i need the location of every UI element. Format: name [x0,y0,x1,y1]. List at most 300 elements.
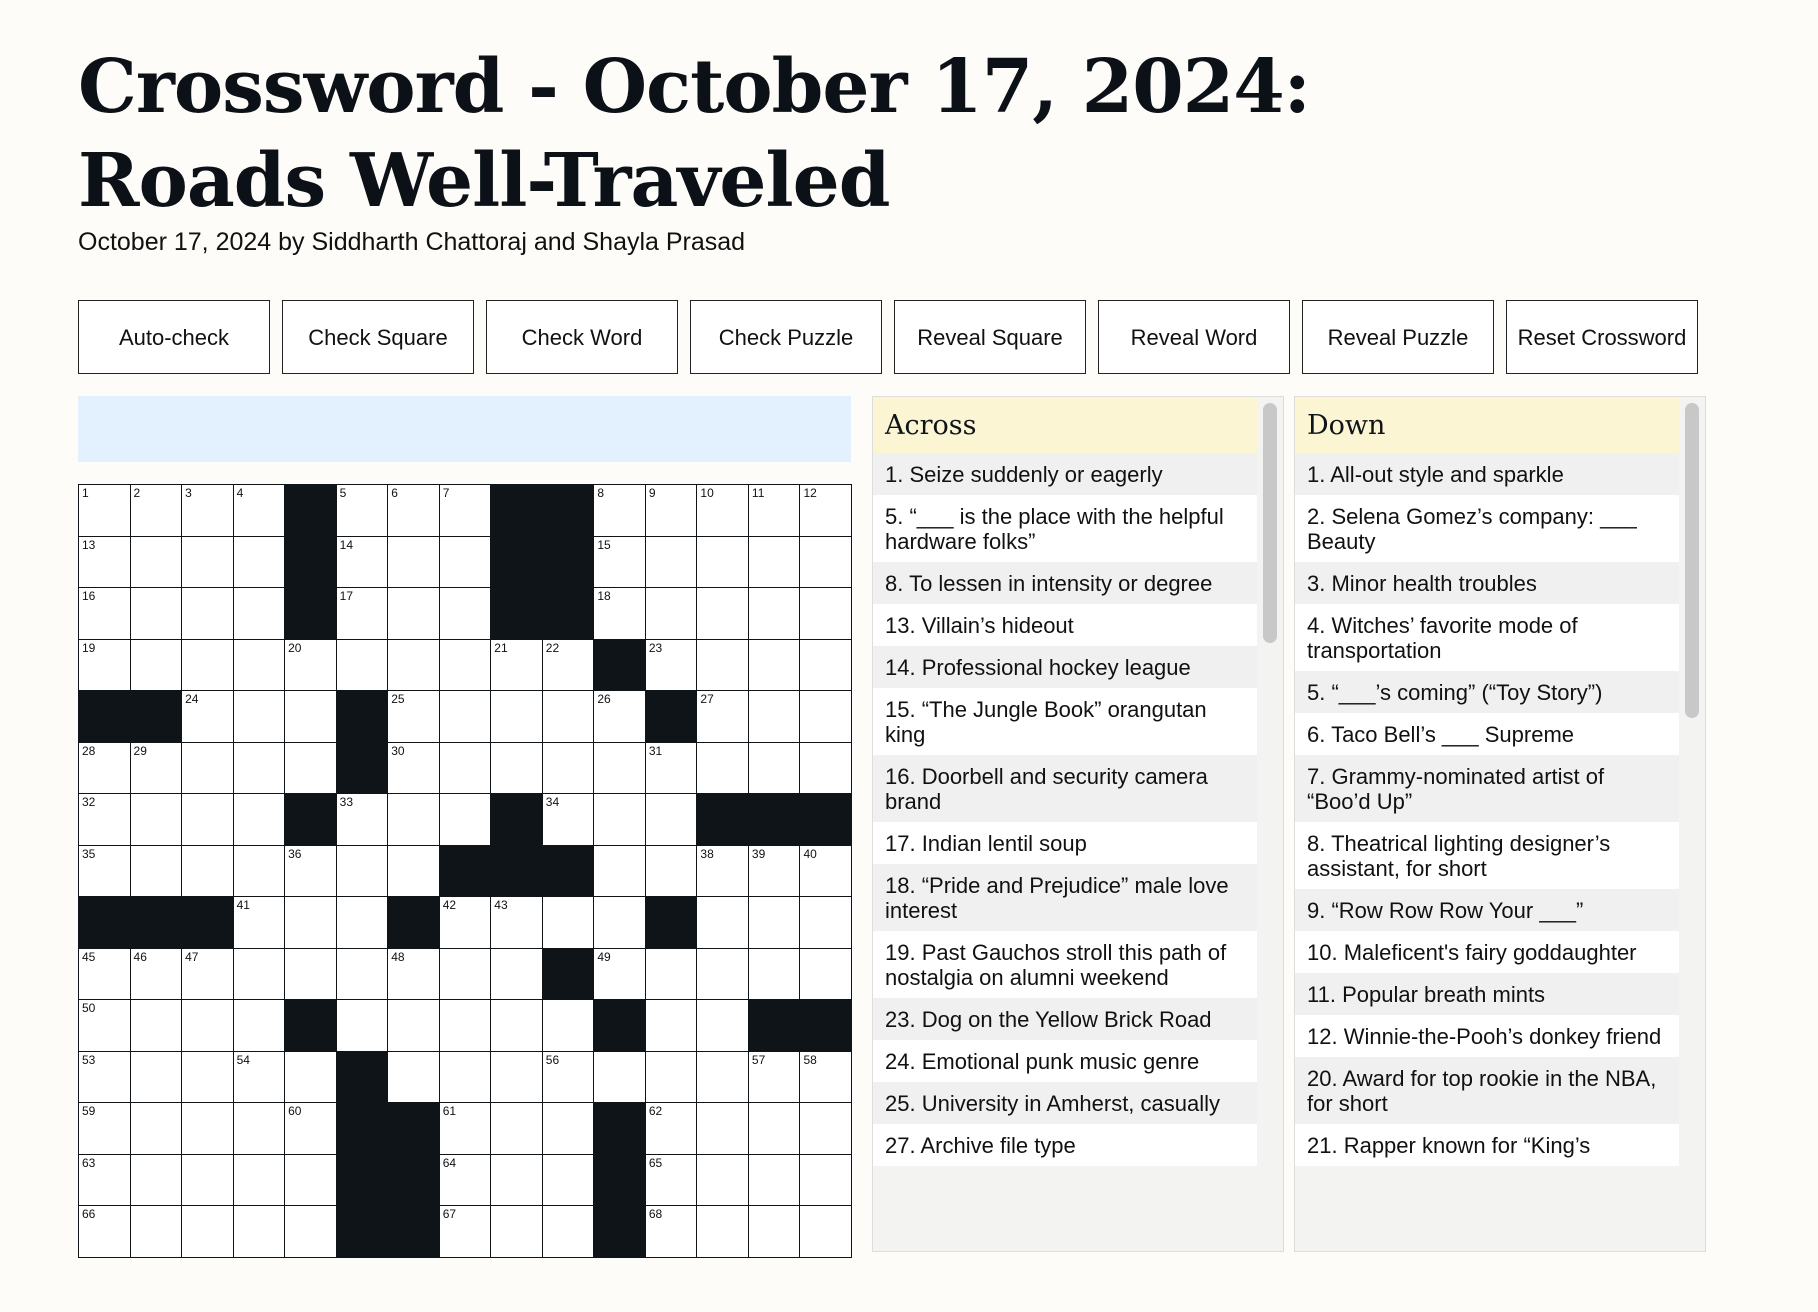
grid-cell[interactable] [79,1206,130,1257]
grid-cell[interactable] [440,743,491,794]
grid-cell[interactable] [234,1103,285,1154]
clue-number: 59 [82,1104,96,1119]
grid-cell[interactable] [234,588,285,639]
grid-cell[interactable] [646,1000,697,1051]
grid-cell[interactable] [440,691,491,742]
grid-cell[interactable] [440,949,491,1000]
grid-cell[interactable] [646,485,697,536]
grid-cell[interactable] [491,1103,542,1154]
across-clue[interactable]: 17. Indian lentil soup [873,822,1257,864]
grid-cell[interactable] [182,537,233,588]
grid-cell[interactable] [234,1206,285,1257]
clue-number: 64 [442,1155,457,1170]
grid-cell[interactable] [79,640,130,691]
grid-cell[interactable] [697,846,748,897]
grid-cell[interactable] [285,691,336,742]
grid-cell[interactable] [543,1000,594,1051]
grid-cell[interactable] [131,1155,182,1206]
grid-cell[interactable] [697,485,748,536]
grid-cell[interactable] [749,1052,800,1103]
auto-check-button[interactable]: Auto-check [78,300,270,374]
grid-cell[interactable] [285,1155,336,1206]
across-clue[interactable]: 13. Villain’s hideout [873,604,1257,646]
down-clue[interactable]: 12. Winnie-the-Pooh’s donkey friend [1295,1015,1679,1057]
grid-cell[interactable] [285,897,336,948]
clue-number: 14 [339,537,354,552]
grid-cell[interactable] [337,1000,388,1051]
across-clue[interactable]: 5. “___ is the place with the helpful hardware folks” [873,495,1257,562]
across-clue[interactable]: 8. To lessen in intensity or degree [873,562,1257,604]
grid-cell[interactable] [234,949,285,1000]
grid-cell[interactable] [749,1155,800,1206]
grid-block [388,1103,439,1154]
grid-cell[interactable] [234,537,285,588]
grid-cell[interactable] [234,1052,285,1103]
grid-cell[interactable] [79,846,130,897]
grid-cell[interactable] [234,640,285,691]
grid-cell[interactable] [800,691,851,742]
grid-cell[interactable] [440,794,491,845]
grid-cell[interactable] [440,640,491,691]
grid-cell[interactable] [182,949,233,1000]
grid-cell[interactable] [491,897,542,948]
grid-cell[interactable] [697,897,748,948]
grid-cell[interactable] [646,1052,697,1103]
grid-cell[interactable] [182,1155,233,1206]
grid-cell[interactable] [182,743,233,794]
clue-number: 28 [82,743,96,758]
down-clue[interactable]: 11. Popular breath mints [1295,973,1679,1015]
grid-cell[interactable] [234,897,285,948]
across-clue[interactable]: 16. Doorbell and security camera brand [873,755,1257,822]
grid-cell[interactable] [697,1052,748,1103]
grid-cell[interactable] [79,485,130,536]
grid-cell[interactable] [594,949,645,1000]
clue-number: 18 [597,589,611,604]
clue-number: 20 [288,640,302,655]
grid-cell[interactable] [646,949,697,1000]
grid-cell[interactable] [440,1206,491,1257]
grid-cell[interactable] [440,1000,491,1051]
grid-block [440,846,491,897]
clue-number: 6 [391,486,398,500]
clue-number: 7 [442,486,450,500]
down-clue[interactable]: 1. All-out style and sparkle [1295,453,1679,495]
reveal-square-button[interactable]: Reveal Square [894,300,1086,374]
grid-cell[interactable] [131,743,182,794]
grid-cell[interactable] [440,537,491,588]
grid-cell[interactable] [697,1103,748,1154]
grid-cell[interactable] [646,537,697,588]
grid-cell[interactable] [749,1206,800,1257]
grid-cell[interactable] [234,794,285,845]
grid-block [131,897,182,948]
grid-cell[interactable] [388,588,439,639]
clue-number: 12 [803,486,817,500]
clue-number: 1 [82,486,89,500]
grid-cell[interactable] [543,1155,594,1206]
current-clue-bar [78,396,851,462]
clue-number: 46 [133,949,147,964]
grid-cell[interactable] [697,691,748,742]
grid-cell[interactable] [749,588,800,639]
down-clue[interactable]: 21. Rapper known for “King’s [1295,1124,1679,1166]
grid-cell[interactable] [337,537,388,588]
across-clue[interactable]: 1. Seize suddenly or eagerly [873,453,1257,495]
grid-cell[interactable] [79,1000,130,1051]
grid-cell[interactable] [131,640,182,691]
grid-cell[interactable] [285,846,336,897]
clue-number: 23 [648,640,663,655]
grid-block [491,794,542,845]
grid-cell[interactable] [543,640,594,691]
reset-crossword-button[interactable]: Reset Crossword [1506,300,1698,374]
grid-cell[interactable] [800,846,851,897]
grid-cell[interactable] [491,1052,542,1103]
grid-cell[interactable] [131,537,182,588]
across-clue[interactable]: 23. Dog on the Yellow Brick Road [873,998,1257,1040]
check-puzzle-button[interactable]: Check Puzzle [690,300,882,374]
grid-cell[interactable] [79,794,130,845]
grid-cell[interactable] [491,743,542,794]
grid-cell[interactable] [337,949,388,1000]
grid-cell[interactable] [749,897,800,948]
grid-cell[interactable] [79,1052,130,1103]
grid-block [543,588,594,639]
grid-block [800,794,851,845]
grid-block [594,1155,645,1206]
clue-number: 4 [236,486,244,500]
grid-cell[interactable] [388,485,439,536]
grid-cell[interactable] [182,846,233,897]
grid-cell[interactable] [800,537,851,588]
grid-block [491,846,542,897]
clue-number: 16 [82,589,96,604]
grid-cell[interactable] [594,794,645,845]
grid-cell[interactable] [491,1155,542,1206]
grid-cell[interactable] [800,640,851,691]
grid-cell[interactable] [594,846,645,897]
grid-cell[interactable] [388,640,439,691]
across-scrollbar[interactable] [1263,403,1277,643]
grid-cell[interactable] [234,691,285,742]
grid-block [182,897,233,948]
grid-cell[interactable] [337,485,388,536]
grid-block [131,691,182,742]
grid-cell[interactable] [543,1103,594,1154]
down-clue[interactable]: 8. Theatrical lighting designer’s assistant, for short [1295,822,1679,889]
across-clue[interactable]: 25. University in Amherst, casually [873,1082,1257,1124]
grid-cell[interactable] [79,949,130,1000]
grid-cell[interactable] [131,1206,182,1257]
grid-cell[interactable] [440,1052,491,1103]
grid-cell[interactable] [800,743,851,794]
grid-cell[interactable] [491,640,542,691]
grid-cell[interactable] [749,1103,800,1154]
grid-cell[interactable] [285,743,336,794]
grid-cell[interactable] [182,794,233,845]
grid-cell[interactable] [594,691,645,742]
grid-block [543,485,594,536]
grid-cell[interactable] [800,1206,851,1257]
clue-number: 11 [751,486,765,500]
down-clue[interactable]: 9. “Row Row Row Your ___” [1295,889,1679,931]
grid-cell[interactable] [749,537,800,588]
clue-number: 60 [288,1104,302,1119]
grid-cell[interactable] [79,537,130,588]
grid-cell[interactable] [491,691,542,742]
grid-cell[interactable] [800,1103,851,1154]
grid-cell[interactable] [646,846,697,897]
clue-number: 21 [494,640,508,655]
grid-cell[interactable] [646,1155,697,1206]
grid-cell[interactable] [285,1103,336,1154]
grid-cell[interactable] [697,1206,748,1257]
clue-number: 5 [339,486,347,500]
down-clue[interactable]: 3. Minor health troubles [1295,562,1679,604]
grid-cell[interactable] [285,1052,336,1103]
grid-cell[interactable] [234,485,285,536]
down-clue[interactable]: 20. Award for top rookie in the NBA, for short [1295,1057,1679,1124]
grid-cell[interactable] [285,1206,336,1257]
clue-number: 29 [133,743,147,758]
grid-block [646,897,697,948]
grid-cell[interactable] [79,1155,130,1206]
clue-number: 25 [391,692,405,707]
grid-cell[interactable] [749,846,800,897]
clue-number: 39 [751,846,766,861]
grid-cell[interactable] [131,949,182,1000]
grid-cell[interactable] [440,588,491,639]
grid-cell[interactable] [646,743,697,794]
grid-cell[interactable] [646,1103,697,1154]
grid-cell[interactable] [79,588,130,639]
grid-cell[interactable] [131,588,182,639]
across-clue[interactable]: 24. Emotional punk music genre [873,1040,1257,1082]
grid-cell[interactable] [337,846,388,897]
clue-number: 33 [339,795,354,810]
grid-cell[interactable] [182,1000,233,1051]
grid-cell[interactable] [234,846,285,897]
clue-number: 10 [700,486,714,500]
clue-number: 36 [288,846,302,861]
grid-cell[interactable] [800,485,851,536]
grid-cell[interactable] [749,485,800,536]
grid-cell[interactable] [182,588,233,639]
grid-cell[interactable] [337,794,388,845]
grid-cell[interactable] [131,794,182,845]
across-clue[interactable]: 15. “The Jungle Book” orangutan king [873,688,1257,755]
grid-cell[interactable] [182,1103,233,1154]
grid-cell[interactable] [440,1103,491,1154]
grid-cell[interactable] [646,588,697,639]
grid-cell[interactable] [594,537,645,588]
clue-number: 30 [391,743,405,758]
grid-block [79,691,130,742]
grid-cell[interactable] [337,897,388,948]
grid-cell[interactable] [800,897,851,948]
clue-number: 19 [82,640,96,655]
grid-cell[interactable] [749,640,800,691]
grid-cell[interactable] [800,1052,851,1103]
grid-cell[interactable] [594,897,645,948]
down-heading: Down [1295,397,1679,453]
reveal-puzzle-button[interactable]: Reveal Puzzle [1302,300,1494,374]
grid-cell[interactable] [543,897,594,948]
grid-cell[interactable] [697,1155,748,1206]
check-word-button[interactable]: Check Word [486,300,678,374]
clue-number: 31 [648,743,663,758]
grid-block [337,1155,388,1206]
grid-cell[interactable] [697,537,748,588]
grid-cell[interactable] [131,1000,182,1051]
grid-cell[interactable] [594,1052,645,1103]
grid-cell[interactable] [388,846,439,897]
grid-cell[interactable] [646,1206,697,1257]
grid-cell[interactable] [388,794,439,845]
across-clues-panel [872,396,1284,1252]
grid-cell[interactable] [491,1000,542,1051]
page-title: Crossword - October 17, 2024: Roads Well-Traveled [78,44,1310,224]
clue-number: 57 [751,1052,766,1067]
grid-block [594,1206,645,1257]
grid-block [79,897,130,948]
grid-cell[interactable] [79,1103,130,1154]
byline: October 17, 2024 by Siddharth Chattoraj and Shayla Prasad [78,228,746,256]
grid-cell[interactable] [543,691,594,742]
grid-cell[interactable] [234,743,285,794]
grid-cell[interactable] [800,949,851,1000]
grid-cell[interactable] [440,1155,491,1206]
clue-number: 26 [597,692,611,707]
grid-cell[interactable] [131,1103,182,1154]
grid-cell[interactable] [131,1052,182,1103]
clue-number: 32 [82,795,96,810]
grid-block [749,1000,800,1051]
clue-number: 13 [82,537,96,552]
clue-number: 56 [545,1052,560,1067]
clue-number: 35 [82,846,96,861]
grid-block [594,640,645,691]
grid-cell[interactable] [749,691,800,742]
grid-cell[interactable] [131,846,182,897]
clue-number: 61 [442,1104,457,1119]
grid-cell[interactable] [182,640,233,691]
grid-cell[interactable] [697,743,748,794]
grid-cell[interactable] [697,640,748,691]
grid-cell[interactable] [388,1052,439,1103]
grid-cell[interactable] [543,1206,594,1257]
grid-cell[interactable] [440,485,491,536]
grid-cell[interactable] [131,485,182,536]
clue-number: 47 [185,949,199,964]
grid-cell[interactable] [594,485,645,536]
grid-block [388,1155,439,1206]
clue-number: 41 [236,898,250,913]
down-clue[interactable]: 7. Grammy-nominated artist of “Boo’d Up” [1295,755,1679,822]
grid-block [491,588,542,639]
grid-block [285,1000,336,1051]
grid-block [543,537,594,588]
grid-cell[interactable] [182,1206,233,1257]
grid-cell[interactable] [594,588,645,639]
down-clue[interactable]: 5. “___’s coming” (“Toy Story”) [1295,671,1679,713]
clue-number: 3 [185,486,192,500]
grid-cell[interactable] [234,1155,285,1206]
grid-cell[interactable] [646,640,697,691]
grid-cell[interactable] [800,588,851,639]
grid-cell[interactable] [697,1000,748,1051]
grid-cell[interactable] [337,640,388,691]
grid-cell[interactable] [182,691,233,742]
grid-cell[interactable] [543,1052,594,1103]
grid-cell[interactable] [285,640,336,691]
reveal-word-button[interactable]: Reveal Word [1098,300,1290,374]
grid-cell[interactable] [491,949,542,1000]
grid-cell[interactable] [388,537,439,588]
grid-cell[interactable] [79,743,130,794]
check-square-button[interactable]: Check Square [282,300,474,374]
grid-block [491,537,542,588]
across-clue[interactable]: 14. Professional hockey league [873,646,1257,688]
grid-cell[interactable] [182,1052,233,1103]
across-clue[interactable]: 18. “Pride and Prejudice” male love interest [873,864,1257,931]
down-clue[interactable]: 10. Maleficent's fairy goddaughter [1295,931,1679,973]
down-clue[interactable]: 2. Selena Gomez’s company: ___ Beauty [1295,495,1679,562]
grid-block [337,691,388,742]
grid-cell[interactable] [388,691,439,742]
across-heading: Across [873,397,1257,453]
grid-block [543,949,594,1000]
grid-block [697,794,748,845]
toolbar [78,300,1708,374]
grid-cell[interactable] [234,1000,285,1051]
down-clue[interactable]: 4. Witches’ favorite mode of transportation [1295,604,1679,671]
grid-cell[interactable] [800,1155,851,1206]
grid-cell[interactable] [388,1000,439,1051]
grid-cell[interactable] [182,485,233,536]
clue-number: 50 [82,1001,96,1016]
grid-block [594,1000,645,1051]
grid-block [337,1206,388,1257]
across-clue[interactable]: 27. Archive file type [873,1124,1257,1166]
down-clue[interactable]: 6. Taco Bell’s ___ Supreme [1295,713,1679,755]
grid-cell[interactable] [440,897,491,948]
grid-cell[interactable] [594,743,645,794]
grid-cell[interactable] [388,743,439,794]
grid-cell[interactable] [491,1206,542,1257]
grid-cell[interactable] [543,794,594,845]
grid-cell[interactable] [388,949,439,1000]
clue-number: 8 [597,486,605,500]
grid-cell[interactable] [749,949,800,1000]
across-clue[interactable]: 19. Past Gauchos stroll this path of nostalgia on alumni weekend [873,931,1257,998]
grid-cell[interactable] [749,743,800,794]
down-scrollbar[interactable] [1685,403,1699,718]
clue-number: 66 [82,1207,96,1222]
grid-cell[interactable] [697,588,748,639]
grid-cell[interactable] [697,949,748,1000]
grid-cell[interactable] [337,588,388,639]
clue-number: 17 [339,589,354,604]
grid-cell[interactable] [543,743,594,794]
clue-number: 22 [545,640,560,655]
grid-cell[interactable] [285,949,336,1000]
grid-cell[interactable] [646,794,697,845]
clue-number: 42 [442,898,457,913]
clue-number: 48 [391,949,405,964]
grid-block [337,1052,388,1103]
